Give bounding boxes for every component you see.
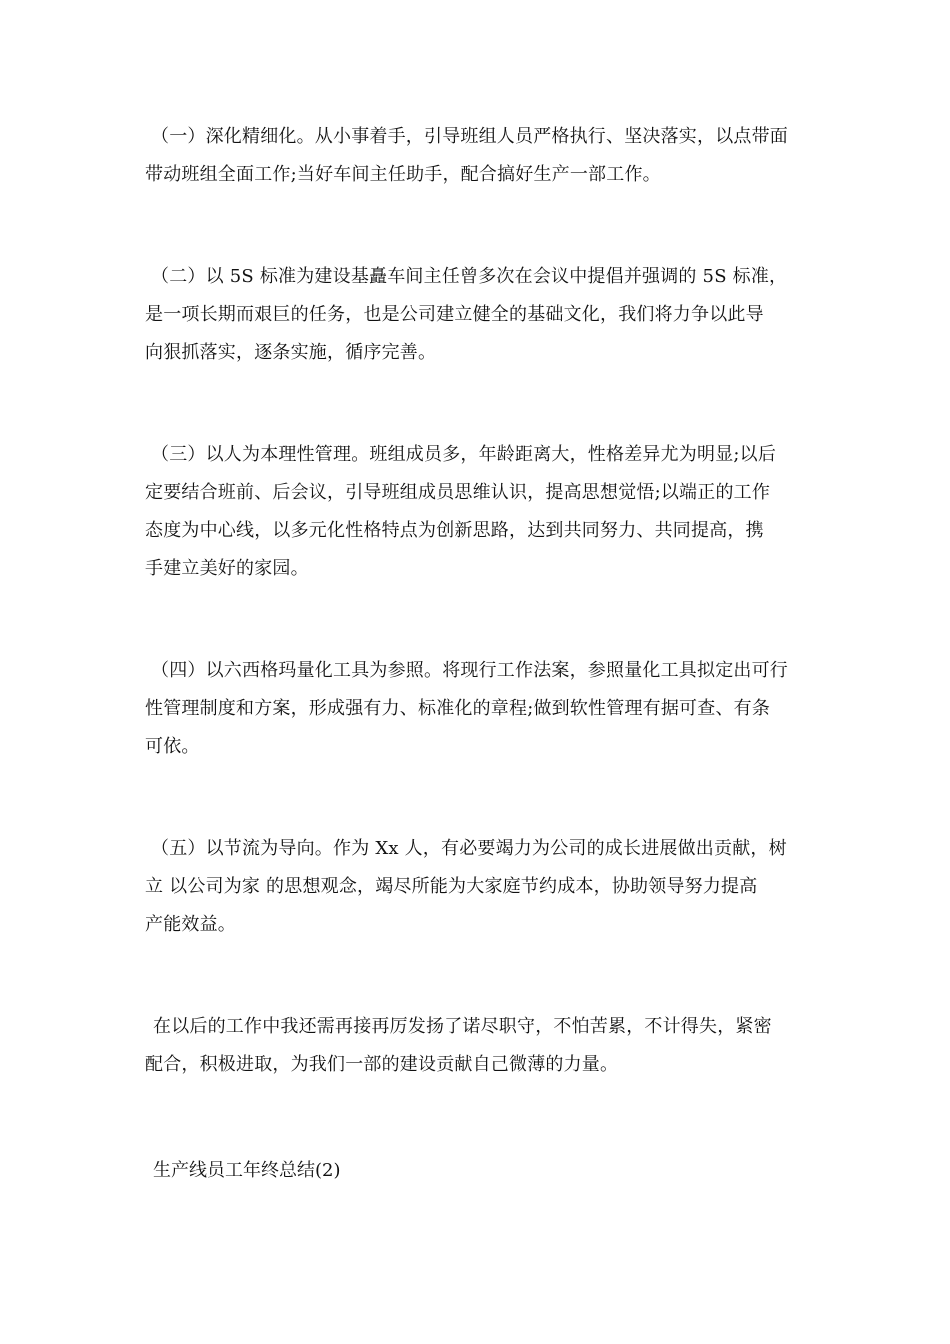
paragraph-line: 向狠抓落实，逐条实施，循序完善。 xyxy=(145,342,437,363)
paragraph-line: 是一项长期而艰巨的任务，也是公司建立健全的基础文化，我们将力争以此导 xyxy=(145,304,764,325)
paragraph-line: 在以后的工作中我还需再接再厉发扬了诺尽职守，不怕苦累，不计得失，紧密 xyxy=(153,1016,772,1037)
paragraph-line: （二）以 5S 标准为建设基矗车间主任曾多次在会议中提倡并强调的 5S 标准， xyxy=(151,266,788,287)
paragraph-line: 产能效益。 xyxy=(145,914,236,935)
paragraph-3 xyxy=(145,436,810,588)
paragraph-line: （四）以六西格玛量化工具为参照。将现行工作法案，参照量化工具拟定出可行 xyxy=(151,660,788,681)
paragraph-line: 手建立美好的家园。 xyxy=(145,558,309,579)
paragraph-5 xyxy=(145,830,810,944)
paragraph-1 xyxy=(145,118,810,194)
paragraph-line: 态度为中心线，以多元化性格特点为创新思路，达到共同努力、共同提高，携 xyxy=(145,520,764,541)
section-title: 生产线员工年终总结(2) xyxy=(153,1160,341,1181)
paragraph-line: （三）以人为本理性管理。班组成员多，年龄距离大，性格差异尤为明显;以后 xyxy=(151,444,777,465)
paragraph-line: 性管理制度和方案，形成强有力、标准化的章程;做到软性管理有据可查、有条 xyxy=(145,698,771,719)
paragraph-line: 带动班组全面工作;当好车间主任助手，配合搞好生产一部工作。 xyxy=(145,164,661,185)
paragraph-line: 配合，积极进取，为我们一部的建设贡献自己微薄的力量。 xyxy=(145,1054,619,1075)
paragraph-line: （一）深化精细化。从小事着手，引导班组人员严格执行、坚决落实，以点带面 xyxy=(151,126,788,147)
paragraph-6 xyxy=(145,1008,810,1084)
paragraph-line: （五）以节流为导向。作为 Xx 人，有必要竭力为公司的成长进展做出贡献，树 xyxy=(151,838,787,859)
paragraph-2 xyxy=(145,258,810,372)
paragraph-4 xyxy=(145,652,810,766)
paragraph-line: 定要结合班前、后会议，引导班组成员思维认识，提高思想觉悟;以端正的工作 xyxy=(145,482,771,503)
paragraph-line: 立 以公司为家 的思想观念，竭尽所能为大家庭节约成本，协助领导努力提高 xyxy=(145,876,758,897)
paragraph-line: 可依。 xyxy=(145,736,200,757)
